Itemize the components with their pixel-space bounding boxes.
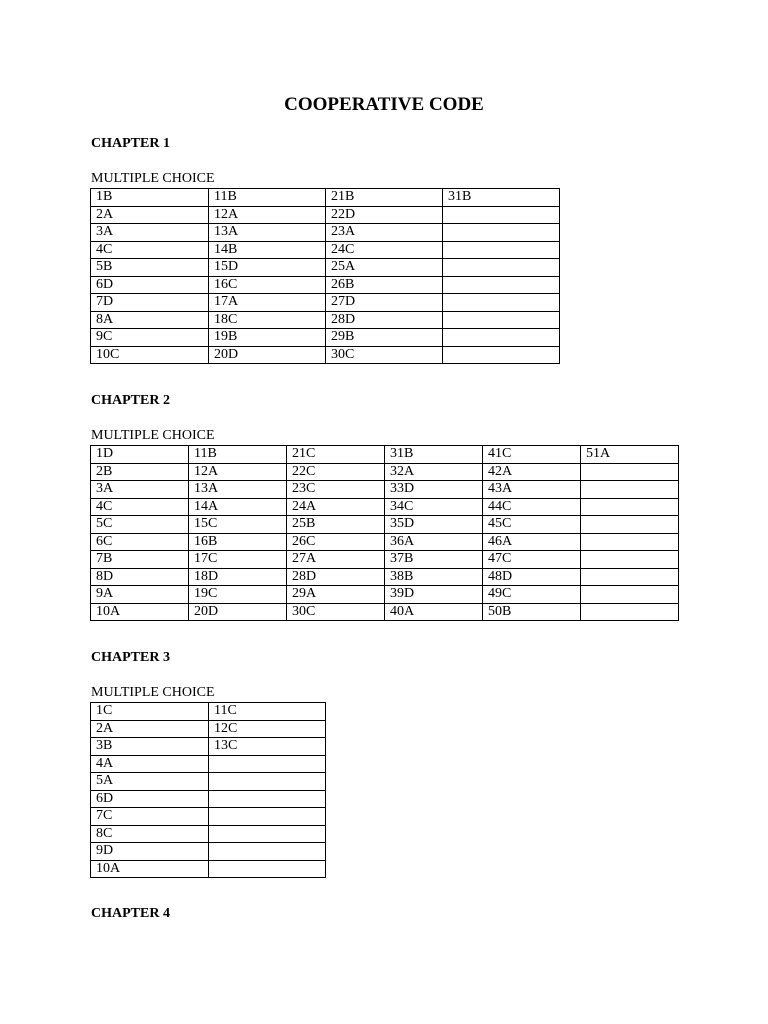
answer-cell — [443, 294, 560, 312]
answer-cell — [209, 860, 326, 878]
answer-cell: 7D — [91, 294, 209, 312]
answer-cell: 34C — [385, 498, 483, 516]
answer-cell: 43A — [483, 481, 581, 499]
answer-cell: 3A — [91, 224, 209, 242]
table-row — [91, 551, 679, 569]
answer-cell: 25A — [326, 259, 443, 277]
answer-cell: 12A — [189, 463, 287, 481]
chapter-1-heading: CHAPTER 1 — [91, 136, 170, 151]
answer-cell: 22D — [326, 206, 443, 224]
table-row — [91, 703, 326, 721]
answer-cell: 25B — [287, 516, 385, 534]
answer-cell: 6D — [91, 790, 209, 808]
table-row — [91, 224, 560, 242]
answer-cell: 23A — [326, 224, 443, 242]
answer-cell: 5C — [91, 516, 189, 534]
answer-cell: 4C — [91, 241, 209, 259]
answer-cell: 42A — [483, 463, 581, 481]
table-row — [91, 533, 679, 551]
answer-cell: 2B — [91, 463, 189, 481]
chapter-1-answer-table — [90, 188, 560, 364]
answer-cell: 14B — [209, 241, 326, 259]
table-row — [91, 843, 326, 861]
answer-cell: 8A — [91, 311, 209, 329]
table-row — [91, 294, 560, 312]
answer-cell: 10A — [91, 860, 209, 878]
table-row — [91, 481, 679, 499]
table-row — [91, 860, 326, 878]
answer-cell: 45C — [483, 516, 581, 534]
answer-cell: 26C — [287, 533, 385, 551]
answer-cell: 1B — [91, 189, 209, 207]
answer-cell: 19B — [209, 329, 326, 347]
answer-cell: 10C — [91, 346, 209, 364]
answer-cell: 16C — [209, 276, 326, 294]
document-title: COOPERATIVE CODE — [284, 94, 484, 115]
answer-cell — [581, 568, 679, 586]
answer-cell — [209, 773, 326, 791]
chapter-4-heading: CHAPTER 4 — [91, 906, 170, 921]
answer-cell: 13C — [209, 738, 326, 756]
answer-cell: 6C — [91, 533, 189, 551]
answer-cell — [581, 586, 679, 604]
answer-cell: 3A — [91, 481, 189, 499]
table-row — [91, 825, 326, 843]
answer-cell — [581, 481, 679, 499]
answer-cell — [209, 808, 326, 826]
answer-cell: 5B — [91, 259, 209, 277]
answer-cell: 10A — [91, 603, 189, 621]
answer-cell: 14A — [189, 498, 287, 516]
chapter-2-answer-table — [90, 445, 679, 621]
answer-cell: 18C — [209, 311, 326, 329]
answer-cell: 21C — [287, 446, 385, 464]
answer-cell: 36A — [385, 533, 483, 551]
answer-cell: 8D — [91, 568, 189, 586]
table-row — [91, 241, 560, 259]
answer-cell: 51A — [581, 446, 679, 464]
answer-cell — [443, 224, 560, 242]
answer-cell: 27A — [287, 551, 385, 569]
answer-cell: 7B — [91, 551, 189, 569]
table-row — [91, 498, 679, 516]
answer-cell: 20D — [209, 346, 326, 364]
table-row — [91, 311, 560, 329]
answer-cell: 3B — [91, 738, 209, 756]
answer-cell — [209, 790, 326, 808]
answer-cell: 12A — [209, 206, 326, 224]
chapter-3-heading: CHAPTER 3 — [91, 650, 170, 665]
table-row — [91, 276, 560, 294]
answer-cell: 49C — [483, 586, 581, 604]
table-row — [91, 206, 560, 224]
answer-cell: 15D — [209, 259, 326, 277]
answer-cell: 24A — [287, 498, 385, 516]
answer-cell: 9D — [91, 843, 209, 861]
answer-cell: 13A — [209, 224, 326, 242]
answer-cell: 28D — [287, 568, 385, 586]
answer-cell: 4A — [91, 755, 209, 773]
answer-cell: 35D — [385, 516, 483, 534]
answer-cell: 29B — [326, 329, 443, 347]
table-row — [91, 329, 560, 347]
answer-cell: 41C — [483, 446, 581, 464]
answer-cell: 23C — [287, 481, 385, 499]
answer-cell: 6D — [91, 276, 209, 294]
answer-cell: 32A — [385, 463, 483, 481]
chapter-2-multiple-choice-label: MULTIPLE CHOICE — [91, 428, 215, 443]
answer-cell: 20D — [189, 603, 287, 621]
answer-cell — [581, 498, 679, 516]
answer-cell: 1D — [91, 446, 189, 464]
answer-cell: 11B — [209, 189, 326, 207]
answer-cell: 28D — [326, 311, 443, 329]
answer-cell: 13A — [189, 481, 287, 499]
answer-cell: 48D — [483, 568, 581, 586]
answer-cell — [581, 463, 679, 481]
answer-cell: 19C — [189, 586, 287, 604]
table-row — [91, 603, 679, 621]
answer-cell: 31B — [443, 189, 560, 207]
answer-cell — [209, 825, 326, 843]
answer-cell: 11B — [189, 446, 287, 464]
answer-cell: 12C — [209, 720, 326, 738]
answer-cell — [209, 843, 326, 861]
answer-cell — [443, 329, 560, 347]
answer-cell: 22C — [287, 463, 385, 481]
answer-cell: 31B — [385, 446, 483, 464]
chapter-2-heading: CHAPTER 2 — [91, 393, 170, 408]
answer-cell: 50B — [483, 603, 581, 621]
answer-cell: 24C — [326, 241, 443, 259]
table-row — [91, 808, 326, 826]
table-row — [91, 463, 679, 481]
answer-cell: 16B — [189, 533, 287, 551]
answer-cell — [443, 346, 560, 364]
table-row — [91, 790, 326, 808]
answer-cell: 4C — [91, 498, 189, 516]
table-row — [91, 446, 679, 464]
answer-cell: 39D — [385, 586, 483, 604]
answer-cell: 26B — [326, 276, 443, 294]
answer-cell: 7C — [91, 808, 209, 826]
answer-cell: 30C — [287, 603, 385, 621]
table-row — [91, 516, 679, 534]
answer-cell: 37B — [385, 551, 483, 569]
chapter-3-answer-table — [90, 702, 326, 878]
answer-cell: 47C — [483, 551, 581, 569]
answer-cell: 40A — [385, 603, 483, 621]
table-row — [91, 773, 326, 791]
answer-cell: 5A — [91, 773, 209, 791]
answer-cell — [443, 206, 560, 224]
answer-cell: 29A — [287, 586, 385, 604]
answer-cell: 11C — [209, 703, 326, 721]
answer-cell: 1C — [91, 703, 209, 721]
table-row — [91, 755, 326, 773]
answer-cell — [209, 755, 326, 773]
table-row — [91, 720, 326, 738]
answer-cell: 17C — [189, 551, 287, 569]
answer-cell: 2A — [91, 206, 209, 224]
answer-cell: 21B — [326, 189, 443, 207]
answer-cell: 30C — [326, 346, 443, 364]
answer-cell — [581, 516, 679, 534]
answer-cell — [581, 533, 679, 551]
table-row — [91, 259, 560, 277]
table-row — [91, 189, 560, 207]
answer-cell: 15C — [189, 516, 287, 534]
answer-cell: 9A — [91, 586, 189, 604]
table-row — [91, 568, 679, 586]
answer-cell: 2A — [91, 720, 209, 738]
answer-cell — [443, 259, 560, 277]
chapter-1-multiple-choice-label: MULTIPLE CHOICE — [91, 171, 215, 186]
answer-cell: 8C — [91, 825, 209, 843]
chapter-3-multiple-choice-label: MULTIPLE CHOICE — [91, 685, 215, 700]
answer-cell: 38B — [385, 568, 483, 586]
answer-cell — [581, 603, 679, 621]
answer-cell: 17A — [209, 294, 326, 312]
answer-cell — [581, 551, 679, 569]
table-row — [91, 586, 679, 604]
answer-cell: 44C — [483, 498, 581, 516]
answer-cell — [443, 276, 560, 294]
answer-cell: 27D — [326, 294, 443, 312]
answer-cell: 46A — [483, 533, 581, 551]
answer-cell: 33D — [385, 481, 483, 499]
answer-cell: 9C — [91, 329, 209, 347]
answer-cell: 18D — [189, 568, 287, 586]
answer-cell — [443, 311, 560, 329]
table-row — [91, 738, 326, 756]
table-row — [91, 346, 560, 364]
answer-cell — [443, 241, 560, 259]
